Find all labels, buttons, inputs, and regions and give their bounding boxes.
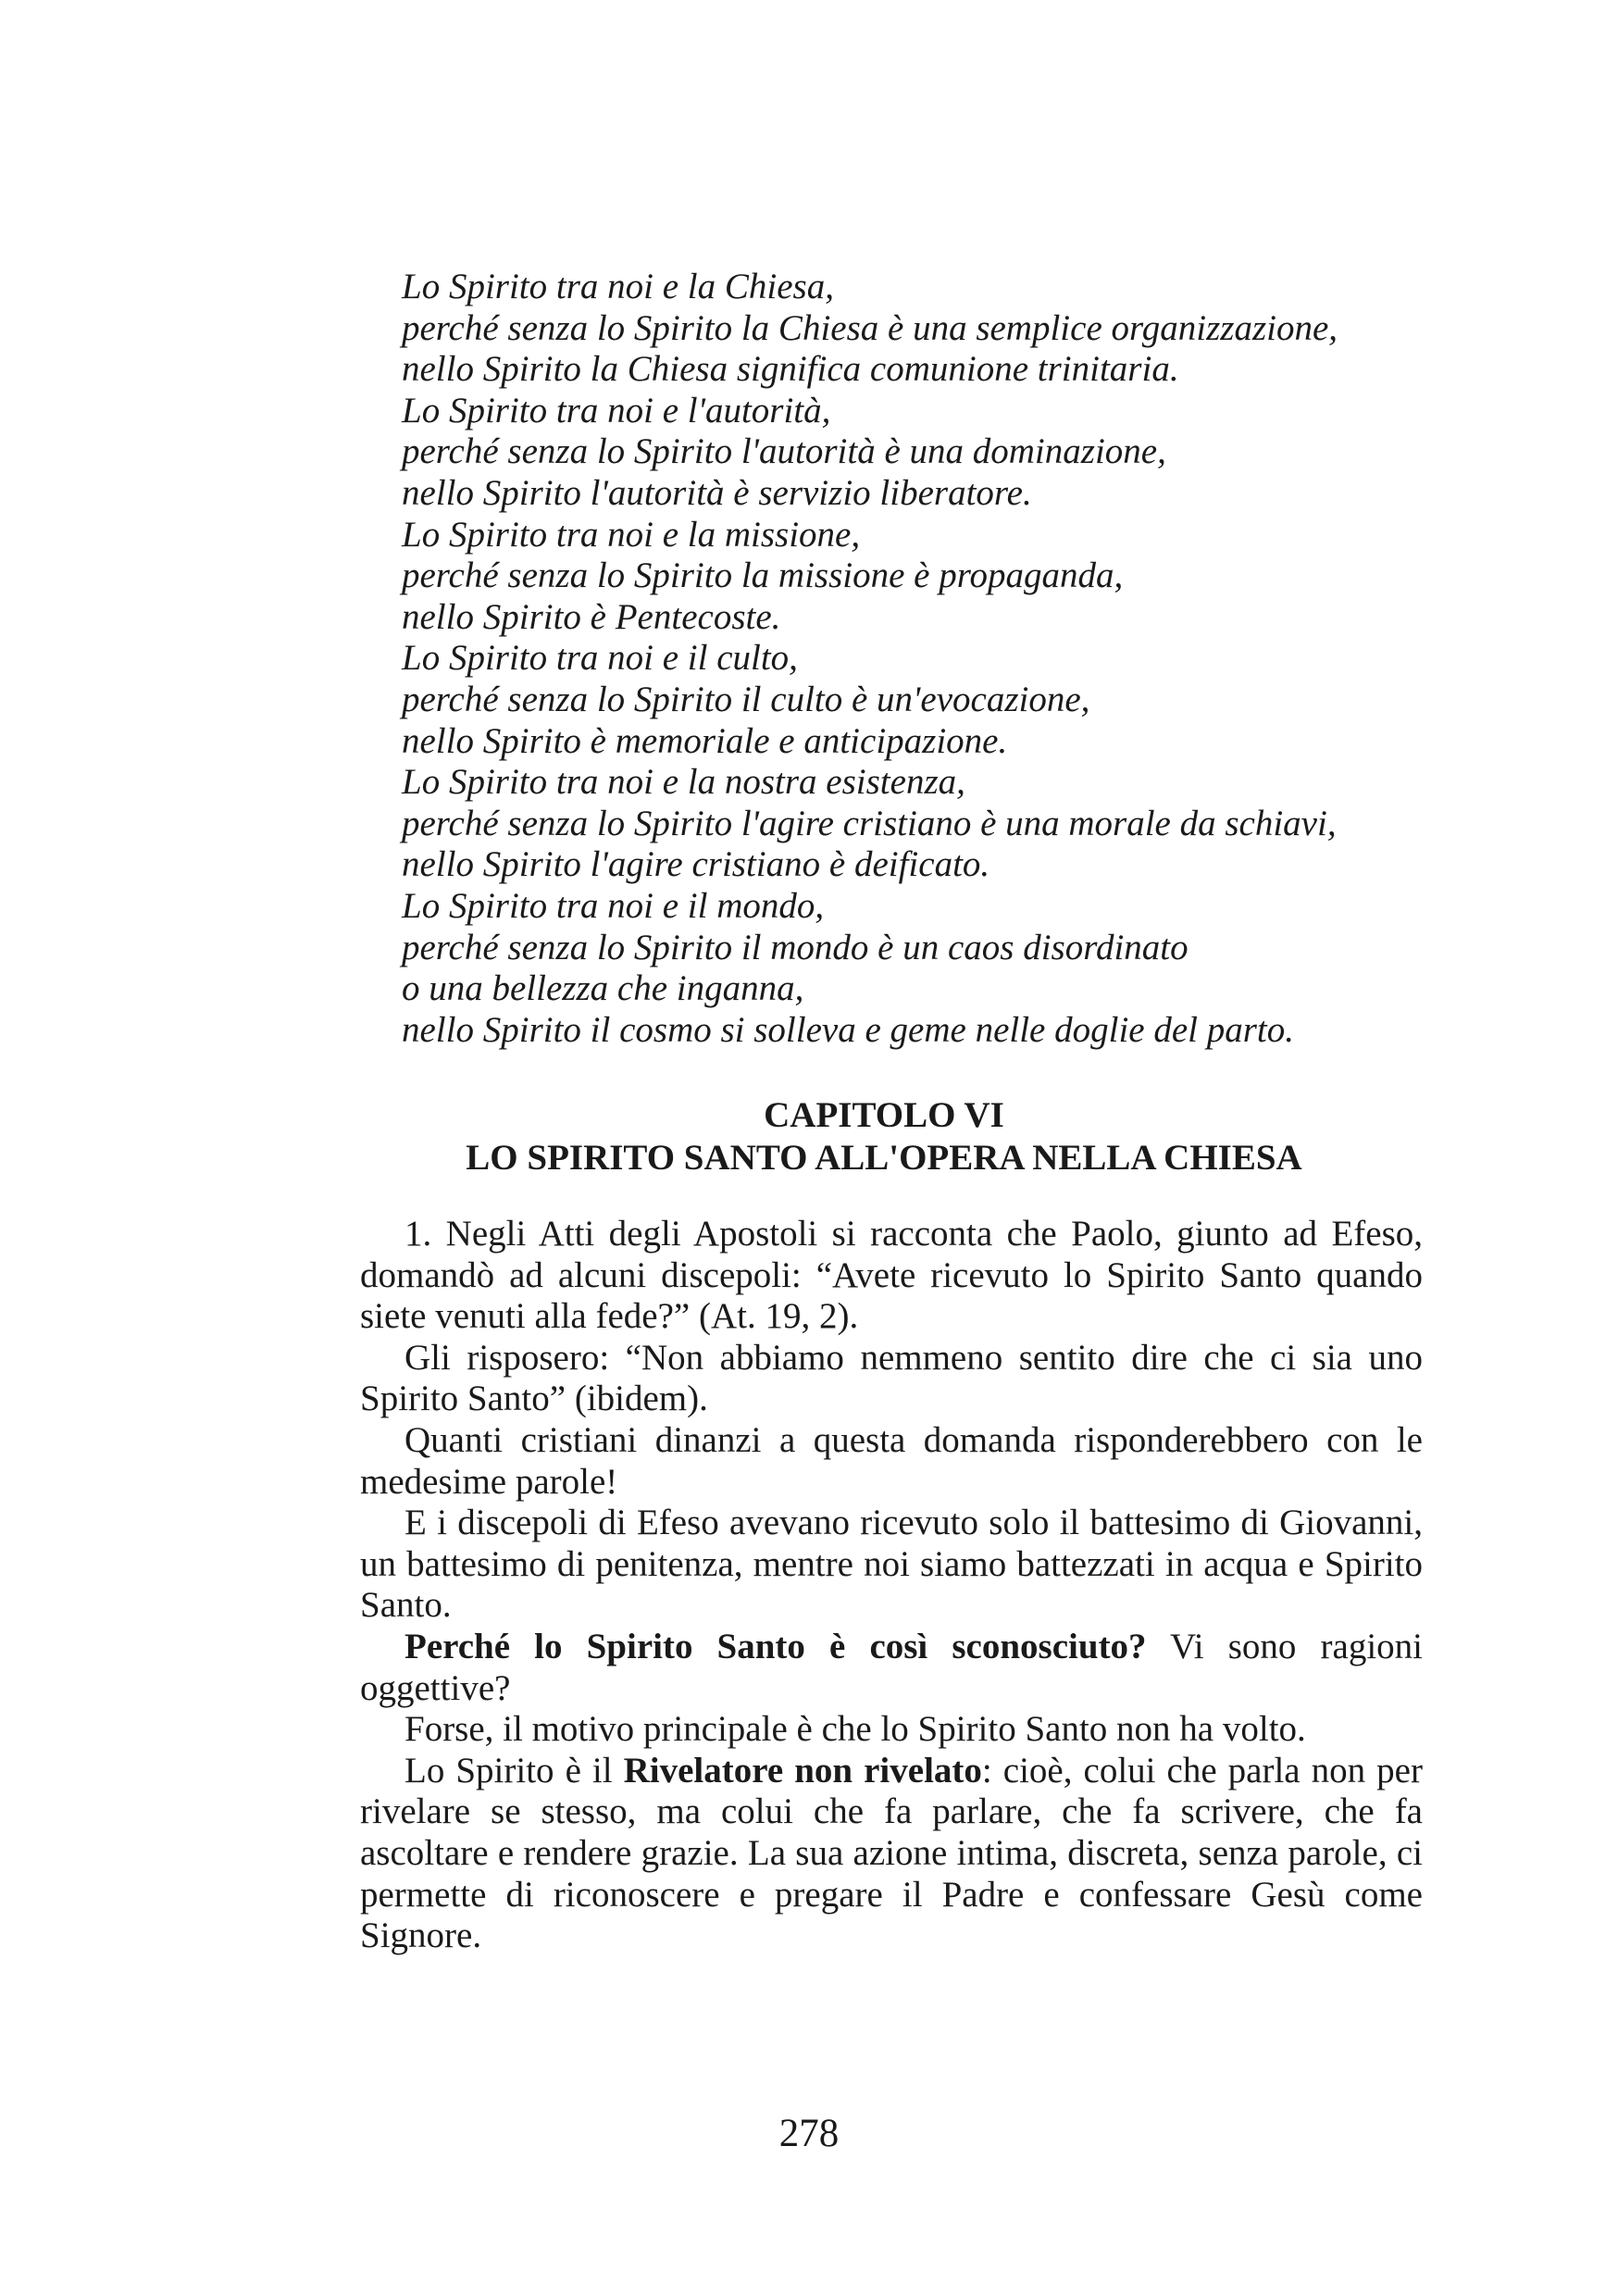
paragraph: 1. Negli Atti degli Apostoli si racconta che Paolo, giunto ad Efeso, domandò ad alcuni discepoli: “Avete ricevuto lo Spirito Santo quando siete venuti alla fede?” (At. 19, 2). (360, 1214, 1423, 1337)
poem-line: nello Spirito l'autorità è servizio liberatore. (402, 472, 1032, 513)
poem-line: Lo Spirito tra noi e la missione, (402, 514, 861, 555)
paragraph-text: : cioè, colui che parla non per rivelare se stesso, ma colui che fa parlare, che fa scrivere, che fa ascoltare e rendere grazie. La sua azione intima, discreta, senza parole, ci permette di riconoscere e pregare il Padre e confessare Gesù come Signore. (360, 1750, 1423, 1956)
poem-line: nello Spirito è Pentecoste. (402, 596, 781, 637)
poem-line: nello Spirito il cosmo si solleva e geme nelle doglie del parto. (402, 1009, 1294, 1050)
paragraph: Gli risposero: “Non abbiamo nemmeno sentito dire che ci sia uno Spirito Santo” (ibidem). (360, 1337, 1423, 1419)
poem-line: nello Spirito la Chiesa significa comunione trinitaria. (402, 349, 1179, 390)
poem-line: nello Spirito l'agire cristiano è deificato. (402, 844, 990, 885)
paragraph: E i discepoli di Efeso avevano ricevuto solo il battesimo di Giovanni, un battesimo di penitenza, mentre noi siamo battezzati in acqua e Spirito Santo. (360, 1503, 1423, 1626)
paragraph-text: Vi sono ragioni oggettive? (360, 1626, 1423, 1708)
chapter-number: CAPITOLO VI (764, 1095, 1004, 1135)
poem-line: perché senza lo Spirito il culto è un'evocazione, (402, 679, 1090, 719)
paragraph (360, 1751, 1423, 1957)
poem-line: Lo Spirito tra noi e il mondo, (402, 885, 825, 926)
poem-line: perché senza lo Spirito l'autorità è una dominazione, (402, 431, 1166, 472)
paragraph (360, 1627, 1423, 1709)
poem-line: perché senza lo Spirito la Chiesa è una semplice organizzazione, (402, 307, 1338, 348)
paragraph: Forse, il motivo principale è che lo Spirito Santo non ha volto. (404, 1709, 1306, 1750)
poem (402, 267, 1457, 1051)
bold-question: Perché lo Spirito Santo è così sconosciuto? (404, 1626, 1147, 1666)
poem-line: Lo Spirito tra noi e l'autorità, (402, 390, 831, 430)
bold-term: Rivelatore non rivelato (623, 1750, 982, 1791)
page-number: 278 (778, 2112, 840, 2155)
paragraph-text: Lo Spirito è il (404, 1750, 624, 1791)
body-text (360, 1214, 1423, 1957)
poem-line: Lo Spirito tra noi e il culto, (402, 638, 798, 679)
chapter-title: LO SPIRITO SANTO ALL'OPERA NELLA CHIESA (466, 1138, 1302, 1178)
poem-line: perché senza lo Spirito l'agire cristiano è una morale da schiavi, (402, 803, 1337, 843)
poem-line: nello Spirito è memoriale e anticipazione. (402, 720, 1008, 761)
paragraph: Quanti cristiani dinanzi a questa domanda risponderebbero con le medesime parole! (360, 1419, 1423, 1502)
poem-line: Lo Spirito tra noi e la Chiesa, (402, 267, 834, 306)
poem-line: o una bellezza che inganna, (402, 968, 804, 1009)
poem-line: Lo Spirito tra noi e la nostra esistenza, (402, 762, 965, 803)
poem-line: perché senza lo Spirito il mondo è un caos disordinato (402, 927, 1189, 967)
poem-line: perché senza lo Spirito la missione è propaganda, (402, 555, 1124, 596)
